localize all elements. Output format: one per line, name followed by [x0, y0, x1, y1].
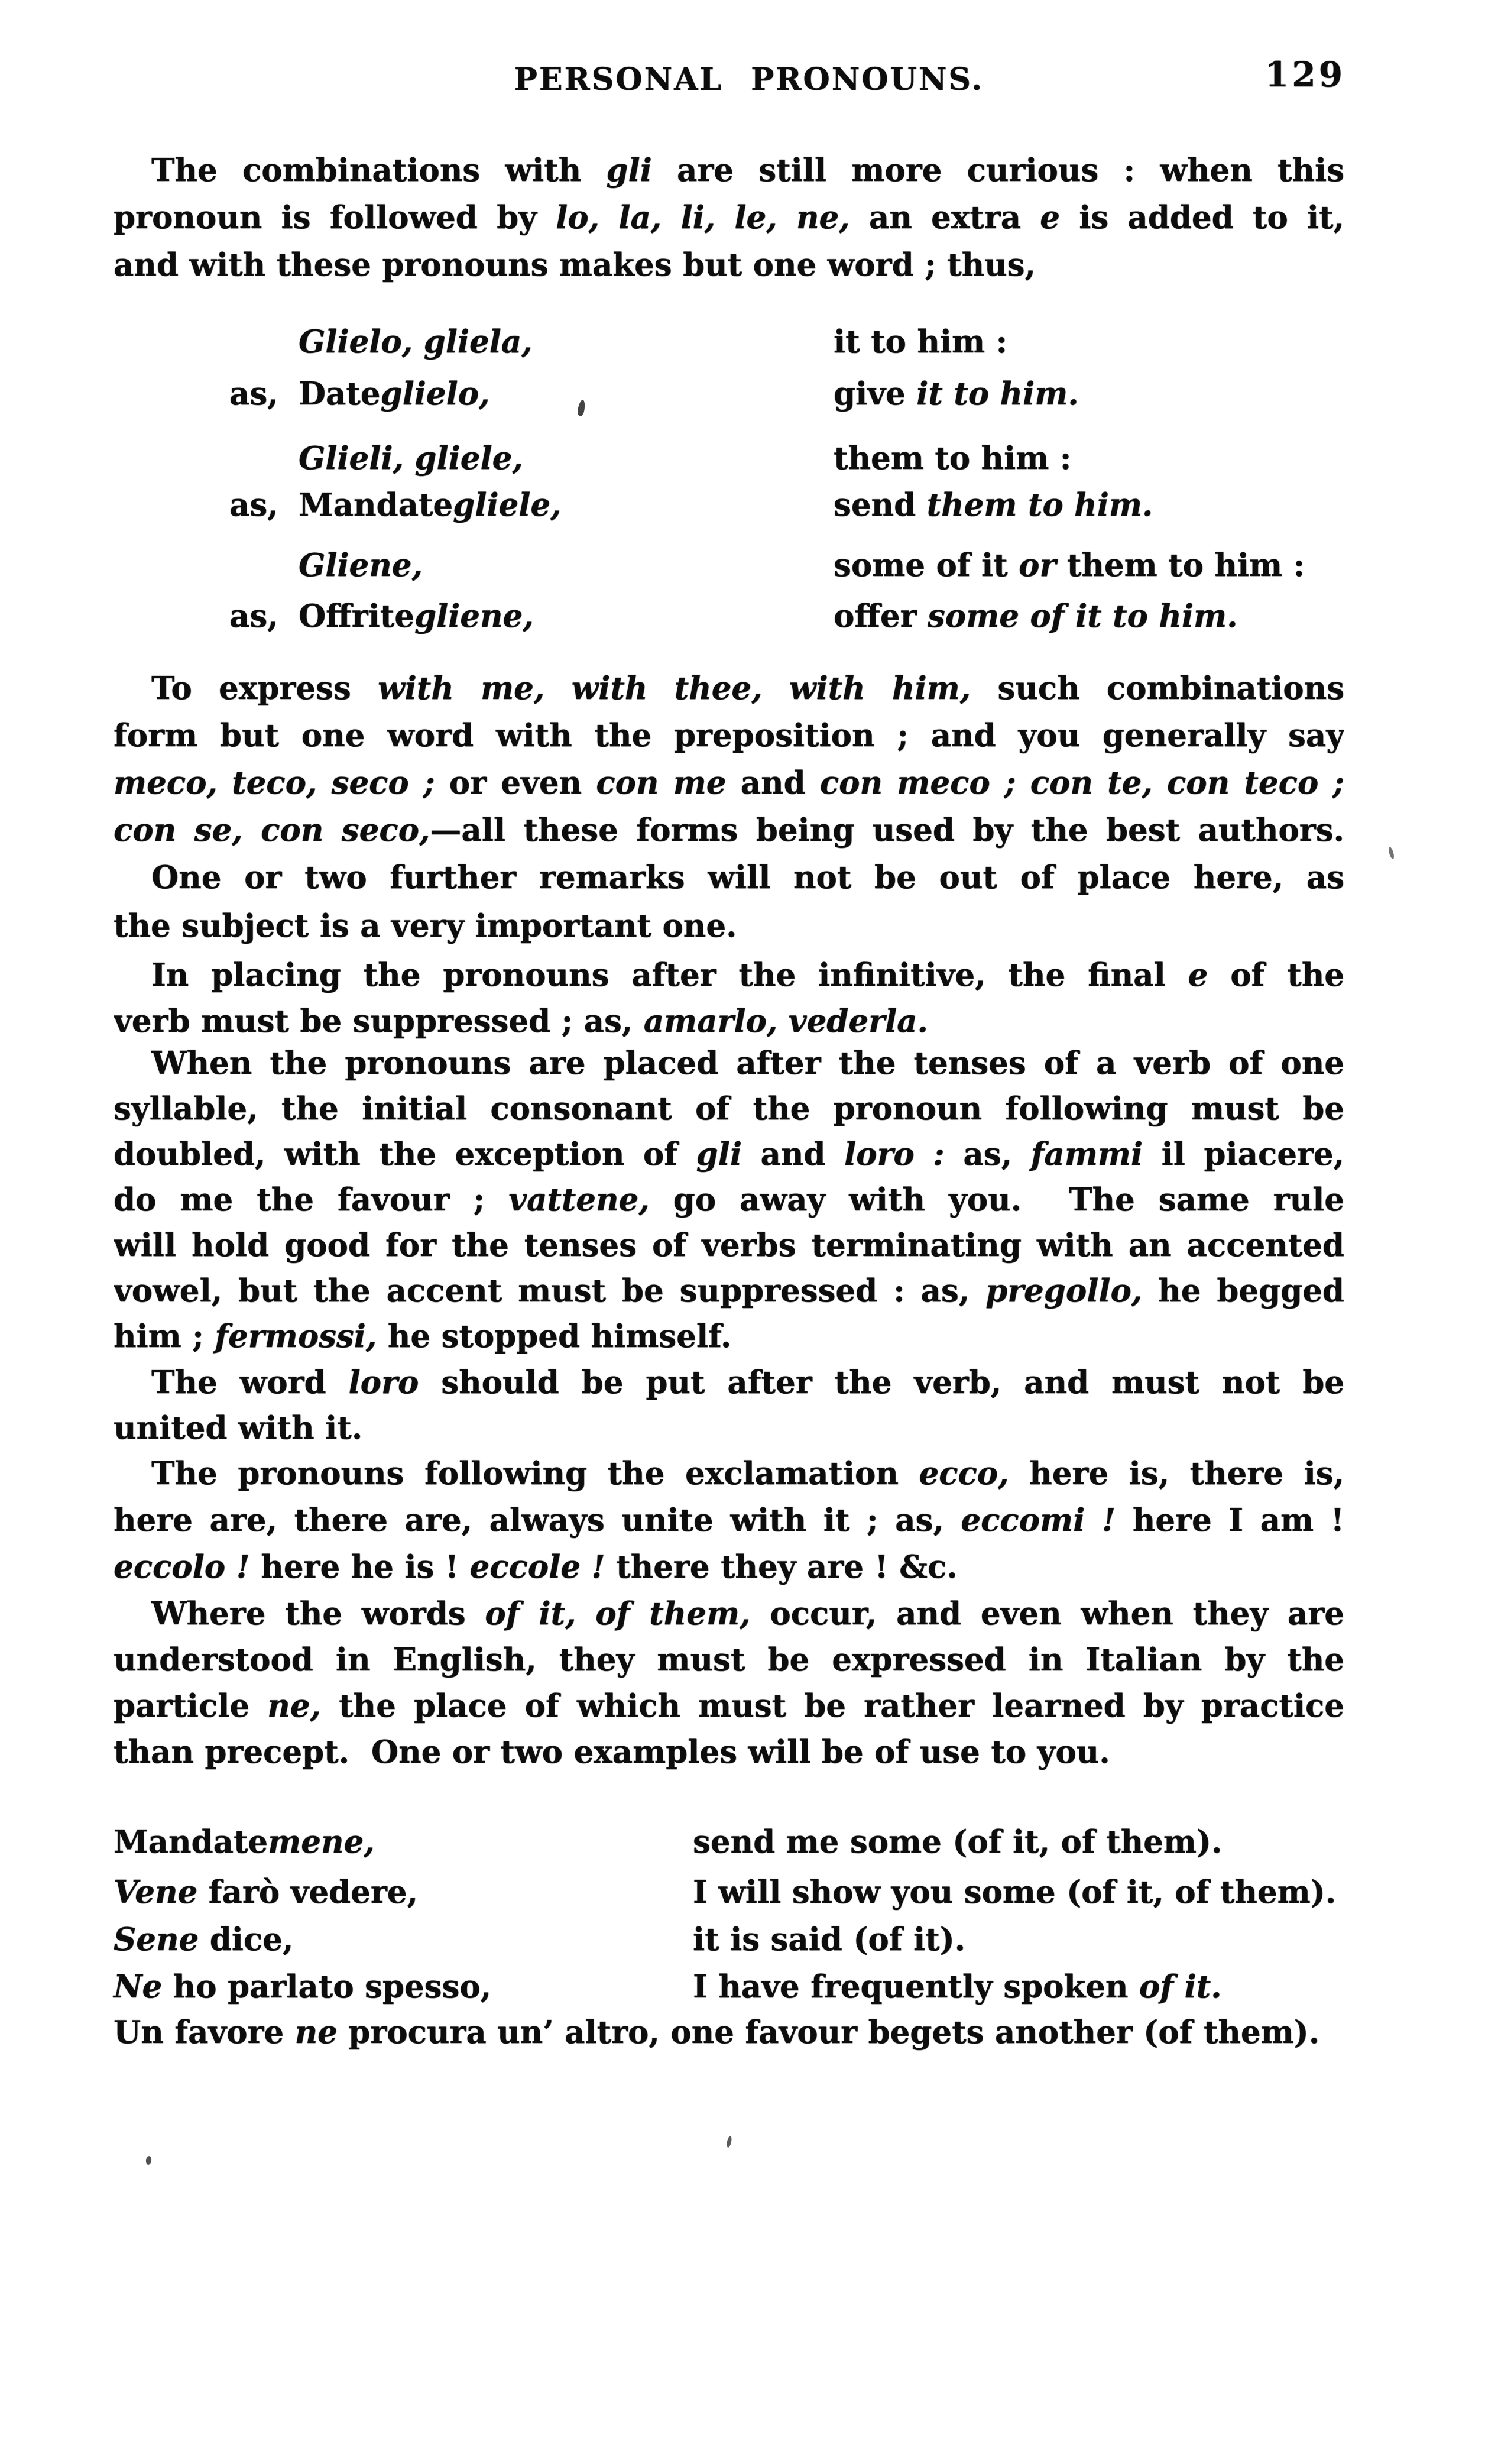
- italic-text: eccomi !: [961, 1502, 1116, 1539]
- italic-text: Sene: [114, 1921, 199, 1958]
- italic-text: con te, con teco ;: [1030, 765, 1344, 801]
- italic-text: loro :: [844, 1136, 945, 1173]
- text-line: [114, 1041, 1344, 1086]
- text-segment: here he is !: [249, 1549, 470, 1585]
- text-line: [114, 665, 1344, 712]
- text-line: [114, 1591, 1344, 1637]
- italic-text: gli: [606, 152, 652, 189]
- text-line: [114, 853, 1344, 902]
- text-segment: The word: [151, 1364, 349, 1401]
- text-line: [114, 241, 1344, 289]
- ne-particle-examples: [114, 1818, 1373, 2067]
- example-row: [114, 1869, 1373, 1916]
- text-segment: and: [726, 765, 820, 801]
- paragraph-4: [114, 952, 1344, 1044]
- text-segment: such combinations: [971, 670, 1344, 707]
- text-segment: send me some (of it, of them).: [693, 1824, 1223, 1860]
- text-segment: form but one word with the preposition ; and you generally say: [114, 717, 1344, 754]
- text-line: [114, 1360, 1344, 1406]
- text-segment: farò vedere,: [197, 1874, 418, 1911]
- paragraph-8: [114, 1591, 1344, 1775]
- example-row: [114, 1818, 1373, 1866]
- text-segment: In placing the pronouns after the infinitive, the final: [151, 957, 1188, 993]
- text-segment: it is said (of it).: [693, 1921, 966, 1958]
- italian-phrase: [299, 318, 533, 365]
- text-line: [114, 147, 1344, 194]
- italic-text: con se, con seco,: [114, 812, 430, 849]
- text-segment: doubled, with the exception of: [114, 1136, 696, 1173]
- running-header-title: PERSONAL PRONOUNS.: [514, 61, 984, 98]
- text-segment: the subject is a very important one.: [114, 908, 737, 944]
- paragraph-5: [114, 1041, 1344, 1359]
- text-segment: than precept. One or two examples will be of use to you.: [114, 1734, 1110, 1770]
- example-row: [114, 435, 1344, 482]
- example-row: [114, 1916, 1373, 1963]
- italic-text: e: [1188, 957, 1208, 993]
- text-line: [114, 1132, 1344, 1177]
- text-line: [114, 1450, 1344, 1497]
- text-line: [114, 1637, 1344, 1683]
- text-segment: vowel, but the accent must be suppressed : as,: [114, 1273, 986, 1309]
- text-segment: an extra: [849, 199, 1040, 236]
- paragraph-2: [114, 665, 1344, 854]
- text-segment: particle: [114, 1688, 268, 1724]
- text-line: [114, 1497, 1344, 1544]
- text-segment: verb must be suppressed ; as,: [114, 1003, 644, 1040]
- italic-text: Vene: [114, 1874, 198, 1911]
- text-segment: as,: [944, 1136, 1031, 1173]
- italic-text: con meco ;: [819, 765, 1016, 801]
- italic-text: e: [1040, 199, 1060, 236]
- english-translation: [834, 542, 1305, 589]
- english-translation: [693, 1869, 1336, 1916]
- text-line: [114, 1729, 1344, 1775]
- example-row: [114, 1963, 1373, 2010]
- text-segment: and with these pronouns makes but one word ; thus,: [114, 247, 1036, 283]
- text-segment: occur, and even when they are: [750, 1595, 1344, 1632]
- text-line: [114, 1406, 1344, 1451]
- text-segment: united with it.: [114, 1410, 363, 1446]
- as-label: as,: [229, 375, 278, 412]
- text-segment: he begged: [1142, 1273, 1344, 1309]
- italic-text: gli: [696, 1136, 742, 1173]
- text-segment: The pronouns following the exclamation: [151, 1455, 919, 1492]
- text-line: [114, 712, 1344, 759]
- example-row: [114, 542, 1344, 589]
- text-segment: Offrite: [299, 598, 414, 634]
- text-segment: and: [741, 1136, 844, 1173]
- text-segment: I will show you some (of it, of them).: [693, 1874, 1337, 1911]
- text-line: [114, 998, 1344, 1044]
- example-row: [114, 481, 1344, 529]
- text-line: [114, 759, 1344, 807]
- italic-text: loro: [348, 1364, 419, 1401]
- text-segment: or even: [435, 765, 596, 801]
- text-segment: One or two further remarks will not be out of place here, as: [151, 859, 1344, 896]
- text-line: [114, 902, 1344, 950]
- ink-speck: [1387, 846, 1395, 859]
- text-segment: understood in English, they must be expressed in Italian by the: [114, 1641, 1344, 1678]
- italic-text: mene,: [268, 1824, 375, 1860]
- text-line: [114, 1268, 1344, 1314]
- text-segment: do me the favour ;: [114, 1181, 509, 1218]
- italic-text: ecco,: [919, 1455, 1009, 1492]
- text-segment: are still more curious : when this: [651, 152, 1344, 189]
- italic-text: ne: [294, 2014, 338, 2051]
- english-translation: [834, 481, 1153, 529]
- italic-text: it to him.: [916, 375, 1079, 412]
- text-segment: it to him :: [834, 323, 1008, 360]
- text-segment: Un favore: [114, 2014, 295, 2051]
- text-line: [114, 194, 1344, 241]
- english-translation: [834, 370, 1079, 417]
- italic-text: pregollo,: [985, 1273, 1143, 1309]
- italian-phrase: [114, 2009, 1319, 2056]
- ink-speck: [145, 2155, 152, 2165]
- text-segment: —all these forms being used by the best authors.: [430, 812, 1344, 849]
- english-translation: [834, 592, 1238, 640]
- italic-text: Ne: [114, 1968, 163, 2005]
- example-row: [114, 318, 1344, 365]
- paragraph-3: [114, 853, 1344, 950]
- text-segment: procura un’ altro, one favour begets another (of them).: [337, 2014, 1320, 2051]
- text-segment: syllable, the initial consonant of the pronoun following must be: [114, 1090, 1344, 1127]
- text-segment: here are, there are, always unite with it ; as,: [114, 1502, 961, 1539]
- italic-text: with me, with thee, with him,: [378, 670, 971, 707]
- text-segment: pronoun is followed by: [114, 199, 556, 236]
- text-line: [114, 1544, 1344, 1591]
- paragraph-6: [114, 1360, 1344, 1451]
- example-row: [114, 370, 1344, 417]
- italic-text: some of it to him.: [927, 598, 1238, 634]
- example-row: [114, 2009, 1373, 2056]
- italic-text: glielo,: [380, 375, 490, 412]
- text-segment: offer: [834, 598, 928, 634]
- italic-text: Glielo, gliela,: [299, 323, 533, 360]
- text-segment: should be put after the verb, and must not be: [419, 1364, 1344, 1401]
- gli-combination-examples: [114, 318, 1344, 649]
- italic-text: of it.: [1139, 1968, 1222, 2005]
- as-label: as,: [229, 487, 278, 523]
- text-line: [114, 1314, 1344, 1359]
- text-segment: [1016, 765, 1030, 801]
- english-translation: [693, 1916, 965, 1963]
- text-line: [114, 1683, 1344, 1729]
- text-segment: To express: [151, 670, 378, 707]
- text-segment: The combinations with: [151, 152, 607, 189]
- text-segment: il piacere,: [1143, 1136, 1344, 1173]
- italian-phrase: [114, 1916, 293, 1963]
- italian-phrase: [299, 435, 523, 482]
- text-line: [114, 1223, 1344, 1268]
- text-segment: Mandate: [114, 1824, 268, 1860]
- text-segment: here is, there is,: [1009, 1455, 1344, 1492]
- text-segment: he stopped himself.: [377, 1318, 732, 1355]
- text-segment: Date: [299, 375, 381, 412]
- italic-text: lo, la, li, le, ne,: [556, 199, 850, 236]
- italian-phrase: [299, 370, 490, 417]
- text-segment: send: [834, 487, 927, 523]
- english-translation: [693, 1963, 1222, 2010]
- paragraph-7: [114, 1450, 1344, 1591]
- italic-text: fermossi,: [215, 1318, 377, 1355]
- italian-phrase: [114, 1869, 418, 1916]
- text-segment: Mandate: [299, 487, 453, 523]
- english-translation: [834, 318, 1007, 365]
- text-segment: them to him :: [1056, 547, 1305, 584]
- italian-phrase: [114, 1818, 375, 1866]
- english-translation: [693, 1818, 1222, 1866]
- text-segment: here I am !: [1116, 1502, 1344, 1539]
- italic-text: meco, teco, seco ;: [114, 765, 435, 801]
- italic-text: Glieli, gliele,: [299, 440, 523, 477]
- italic-text: eccolo !: [114, 1549, 250, 1585]
- text-segment: Where the words: [151, 1595, 485, 1632]
- text-line: [114, 952, 1344, 998]
- italic-text: ne,: [267, 1688, 321, 1724]
- text-segment: dice,: [199, 1921, 294, 1958]
- italic-text: gliene,: [414, 598, 534, 634]
- italic-text: or: [1019, 547, 1056, 584]
- text-line: [114, 1086, 1344, 1132]
- italic-text: con me: [596, 765, 727, 801]
- italic-text: them to him.: [926, 487, 1153, 523]
- italian-phrase: [299, 481, 562, 529]
- paragraph-1: [114, 147, 1344, 289]
- text-segment: give: [834, 375, 917, 412]
- text-segment: go away with you. The same rule: [649, 1181, 1344, 1218]
- italic-text: vattene,: [508, 1181, 650, 1218]
- as-label: as,: [229, 598, 278, 634]
- italian-phrase: [299, 592, 534, 640]
- italic-text: amarlo, vederla.: [643, 1003, 928, 1040]
- example-row: [114, 592, 1344, 640]
- italic-text: fammi: [1030, 1136, 1143, 1173]
- text-line: [114, 1177, 1344, 1223]
- text-segment: of the: [1208, 957, 1344, 993]
- italic-text: of it, of them,: [485, 1595, 751, 1632]
- text-segment: will hold good for the tenses of verbs terminating with an accented: [114, 1227, 1344, 1264]
- italic-text: eccole !: [469, 1549, 605, 1585]
- italian-phrase: [114, 1963, 491, 2010]
- english-translation: [834, 435, 1071, 482]
- text-segment: ho parlato spesso,: [162, 1968, 492, 2005]
- text-segment: there they are ! &c.: [605, 1549, 958, 1585]
- italic-text: gliele,: [453, 487, 562, 523]
- text-segment: I have frequently spoken: [693, 1968, 1139, 2005]
- text-line: [114, 807, 1344, 854]
- text-segment: him ;: [114, 1318, 215, 1355]
- text-segment: some of it: [834, 547, 1019, 584]
- text-segment: is added to it,: [1060, 199, 1344, 236]
- text-segment: the place of which must be rather learned by practice: [320, 1688, 1344, 1724]
- text-segment: them to him :: [834, 440, 1072, 477]
- italic-text: Gliene,: [299, 547, 423, 584]
- ink-speck: [726, 2135, 732, 2148]
- page-number: 129: [1264, 54, 1345, 95]
- text-segment: When the pronouns are placed after the tenses of a verb of one: [151, 1045, 1344, 1082]
- italian-phrase: [299, 542, 423, 589]
